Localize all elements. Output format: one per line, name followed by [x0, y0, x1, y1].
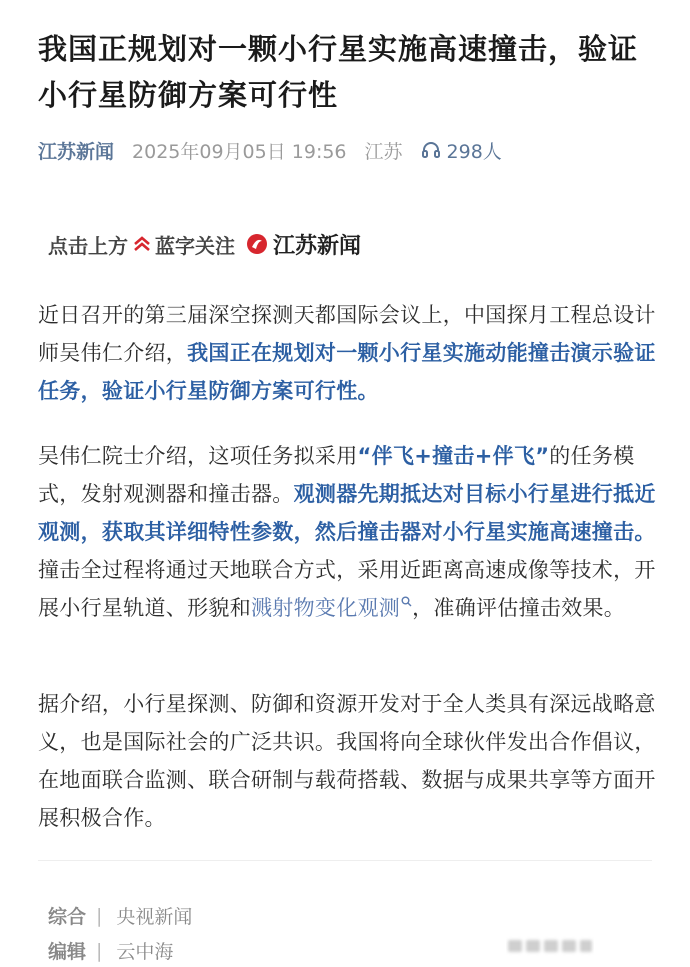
article-meta — [38, 134, 502, 166]
p2-mode-highlight: “伴飞+撞击+伴飞” — [357, 444, 550, 468]
jiangsu-news-logo-icon — [245, 232, 269, 256]
double-arrow-up-icon — [132, 234, 152, 254]
credit-separator: | — [96, 939, 103, 962]
p2-text-2: 的任务模式，发射观测器和撞击器。 — [38, 444, 635, 506]
credit-editor-key: 编辑 — [48, 941, 87, 963]
paragraph-1 — [38, 296, 658, 410]
p2-text-3: 撞击全过程将通过天地联合方式，采用近距离高速成像等技术，开展小行星轨道、形貌和 — [38, 558, 656, 620]
credit-editor-value: 云中海 — [116, 941, 174, 963]
p1-highlight: 我国正在规划对一颗小行星实施动能撞击演示验证任务，验证小行星防御方案可行性。 — [38, 341, 656, 403]
search-icon[interactable] — [401, 596, 412, 607]
p2-text-4: ，准确评估撞击效果。 — [412, 596, 626, 620]
region-label: 江苏 — [364, 140, 403, 163]
p2-text-1: 吴伟仁院士介绍，这项任务拟采用 — [38, 444, 358, 468]
follow-middle: 蓝字关注 — [155, 233, 235, 258]
search-term-link[interactable]: 溅射物变化观测 — [251, 596, 401, 620]
follow-prefix: 点击上方 — [48, 233, 128, 258]
publish-date: 2025年09月05日 19:56 — [132, 140, 347, 163]
listen-count: 298人 — [446, 140, 502, 163]
p1-text: 近日召开的第三届深空探测天都国际会议上，中国探月工程总设计师吴伟仁介绍， — [38, 303, 656, 365]
credit-separator: | — [96, 904, 103, 927]
listen-button[interactable] — [421, 137, 502, 164]
divider — [38, 860, 652, 861]
credit-source-value: 央视新闻 — [116, 906, 193, 928]
credit-source — [48, 902, 192, 929]
jiangsu-news-logo — [245, 229, 361, 260]
article-title: 我国正规划对一颗小行星实施高速撞击，验证小行星防御方案可行性 — [38, 32, 639, 112]
credit-editor — [48, 937, 173, 964]
logo-text: 江苏新闻 — [273, 233, 362, 259]
source-link[interactable]: 江苏新闻 — [38, 140, 115, 163]
credit-source-key: 综合 — [48, 906, 87, 928]
p2-highlight: 观测器先期抵达对目标小行星进行抵近观测，获取其详细特性参数，然后撞击器对小行星实施高速撞击。 — [38, 482, 656, 544]
paragraph-2 — [38, 437, 658, 627]
follow-banner[interactable] — [48, 226, 361, 262]
headphones-icon — [421, 140, 441, 160]
blurred-watermark — [506, 934, 594, 958]
paragraph-3: 据介绍，小行星探测、防御和资源开发对于全人类具有深远战略意义，也是国际社会的广泛共识。我国将向全球伙伴发出合作倡议，在地面联合监测、联合研制与载荷搭载、数据与成果共享等方面开展积极合作。 — [38, 692, 656, 830]
